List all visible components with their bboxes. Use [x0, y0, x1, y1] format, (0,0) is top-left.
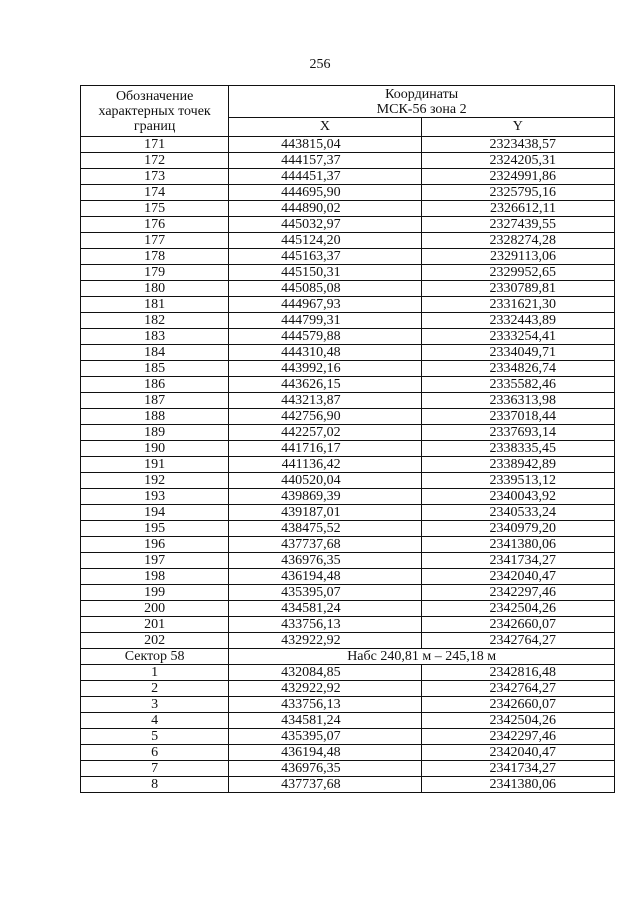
- table-row: [81, 761, 615, 777]
- x-coordinate-cell: 445163,37: [229, 249, 421, 265]
- point-id-cell: 190: [81, 441, 229, 457]
- table-row: [81, 137, 615, 153]
- sector-label: Сектор 58: [81, 649, 229, 665]
- y-coordinate-cell: 2339513,12: [421, 473, 614, 489]
- y-coordinate-cell: 2342504,26: [421, 601, 614, 617]
- table-row: [81, 633, 615, 649]
- table-row: [81, 457, 615, 473]
- point-id-cell: 1: [81, 665, 229, 681]
- x-coordinate-cell: 444157,37: [229, 153, 421, 169]
- table-row: [81, 601, 615, 617]
- x-coordinate-cell: 445032,97: [229, 217, 421, 233]
- point-id-cell: 184: [81, 345, 229, 361]
- table-row: [81, 585, 615, 601]
- y-coordinate-cell: 2338942,89: [421, 457, 614, 473]
- point-id-cell: 176: [81, 217, 229, 233]
- table-row: [81, 313, 615, 329]
- point-id-cell: 179: [81, 265, 229, 281]
- y-coordinate-cell: 2340979,20: [421, 521, 614, 537]
- table-row: [81, 665, 615, 681]
- table-row: [81, 281, 615, 297]
- y-coordinate-cell: 2330789,81: [421, 281, 614, 297]
- x-coordinate-cell: 445150,31: [229, 265, 421, 281]
- x-coordinate-cell: 439869,39: [229, 489, 421, 505]
- x-coordinate-cell: 435395,07: [229, 729, 421, 745]
- point-id-cell: 4: [81, 713, 229, 729]
- y-coordinate-cell: 2336313,98: [421, 393, 614, 409]
- table-row: [81, 473, 615, 489]
- point-id-cell: 173: [81, 169, 229, 185]
- point-header-line: границ: [133, 118, 176, 134]
- x-column-header: X: [229, 118, 421, 137]
- table-row: [81, 713, 615, 729]
- y-coordinate-cell: 2329952,65: [421, 265, 614, 281]
- coordinates-title: Координаты: [385, 87, 459, 102]
- point-id-cell: 187: [81, 393, 229, 409]
- table-row: [81, 153, 615, 169]
- table-row: [81, 329, 615, 345]
- x-coordinate-cell: 443992,16: [229, 361, 421, 377]
- x-coordinate-cell: 444310,48: [229, 345, 421, 361]
- point-designation-header: [81, 86, 229, 137]
- y-coordinate-cell: 2341734,27: [421, 553, 614, 569]
- y-coordinate-cell: 2326612,11: [421, 201, 614, 217]
- point-id-cell: 172: [81, 153, 229, 169]
- y-coordinate-cell: 2323438,57: [421, 137, 614, 153]
- y-coordinate-cell: 2324991,86: [421, 169, 614, 185]
- y-coordinate-cell: 2342660,07: [421, 697, 614, 713]
- point-id-cell: 180: [81, 281, 229, 297]
- x-coordinate-cell: 444890,02: [229, 201, 421, 217]
- y-coordinate-cell: 2334826,74: [421, 361, 614, 377]
- table-row: [81, 297, 615, 313]
- table-header: [81, 86, 615, 137]
- table-row: [81, 569, 615, 585]
- x-coordinate-cell: 443815,04: [229, 137, 421, 153]
- y-column-header: Y: [421, 118, 614, 137]
- y-coordinate-cell: 2332443,89: [421, 313, 614, 329]
- x-coordinate-cell: 433756,13: [229, 617, 421, 633]
- x-coordinate-cell: 445085,08: [229, 281, 421, 297]
- point-id-cell: 194: [81, 505, 229, 521]
- point-id-cell: 2: [81, 681, 229, 697]
- point-id-cell: 193: [81, 489, 229, 505]
- table-row: [81, 521, 615, 537]
- x-coordinate-cell: 442756,90: [229, 409, 421, 425]
- y-coordinate-cell: 2341380,06: [421, 537, 614, 553]
- y-coordinate-cell: 2342764,27: [421, 681, 614, 697]
- point-id-cell: 8: [81, 777, 229, 793]
- y-coordinate-cell: 2342764,27: [421, 633, 614, 649]
- y-coordinate-cell: 2342040,47: [421, 569, 614, 585]
- point-id-cell: 178: [81, 249, 229, 265]
- y-coordinate-cell: 2337693,14: [421, 425, 614, 441]
- y-coordinate-cell: 2342297,46: [421, 729, 614, 745]
- y-coordinate-cell: 2342297,46: [421, 585, 614, 601]
- point-id-cell: 3: [81, 697, 229, 713]
- y-coordinate-cell: 2324205,31: [421, 153, 614, 169]
- x-coordinate-cell: 434581,24: [229, 601, 421, 617]
- y-coordinate-cell: 2335582,46: [421, 377, 614, 393]
- table-row: [81, 233, 615, 249]
- point-id-cell: 202: [81, 633, 229, 649]
- table-row: [81, 169, 615, 185]
- point-id-cell: 177: [81, 233, 229, 249]
- x-coordinate-cell: 440520,04: [229, 473, 421, 489]
- table-row: [81, 425, 615, 441]
- x-coordinate-cell: 436194,48: [229, 569, 421, 585]
- table-row: [81, 745, 615, 761]
- point-id-cell: 197: [81, 553, 229, 569]
- page-number: 256: [309, 57, 331, 72]
- x-coordinate-cell: 433756,13: [229, 697, 421, 713]
- point-header-line: характерных точек: [98, 103, 211, 119]
- x-coordinate-cell: 435395,07: [229, 585, 421, 601]
- y-coordinate-cell: 2341380,06: [421, 777, 614, 793]
- boundary-points-body: [81, 137, 615, 649]
- sector-elevation-note: Набс 240,81 м – 245,18 м: [229, 649, 615, 665]
- y-coordinate-cell: 2334049,71: [421, 345, 614, 361]
- y-coordinate-cell: 2338335,45: [421, 441, 614, 457]
- y-coordinate-cell: 2342660,07: [421, 617, 614, 633]
- x-coordinate-cell: 437737,68: [229, 777, 421, 793]
- y-coordinate-cell: 2333254,41: [421, 329, 614, 345]
- table-row: [81, 185, 615, 201]
- coordinates-table: [80, 85, 615, 793]
- point-id-cell: 199: [81, 585, 229, 601]
- x-coordinate-cell: 441136,42: [229, 457, 421, 473]
- table-row: [81, 505, 615, 521]
- x-coordinate-cell: 432922,92: [229, 681, 421, 697]
- x-coordinate-cell: 443213,87: [229, 393, 421, 409]
- table-row: [81, 681, 615, 697]
- table-row: [81, 377, 615, 393]
- table-row: [81, 201, 615, 217]
- table-row: [81, 617, 615, 633]
- table-row: [81, 217, 615, 233]
- point-id-cell: 6: [81, 745, 229, 761]
- y-coordinate-cell: 2329113,06: [421, 249, 614, 265]
- point-id-cell: 171: [81, 137, 229, 153]
- point-id-cell: 5: [81, 729, 229, 745]
- point-id-cell: 191: [81, 457, 229, 473]
- point-id-cell: 7: [81, 761, 229, 777]
- point-id-cell: 200: [81, 601, 229, 617]
- x-coordinate-cell: 441716,17: [229, 441, 421, 457]
- x-coordinate-cell: 444695,90: [229, 185, 421, 201]
- point-id-cell: 195: [81, 521, 229, 537]
- table-row: [81, 553, 615, 569]
- x-coordinate-cell: 437737,68: [229, 537, 421, 553]
- table-row: [81, 489, 615, 505]
- table-row: [81, 249, 615, 265]
- sector-points-body: [81, 665, 615, 793]
- x-coordinate-cell: 442257,02: [229, 425, 421, 441]
- y-coordinate-cell: 2337018,44: [421, 409, 614, 425]
- table-row: [81, 361, 615, 377]
- y-coordinate-cell: 2342504,26: [421, 713, 614, 729]
- coordinate-system: МСК-56 зона 2: [376, 102, 467, 117]
- point-id-cell: 188: [81, 409, 229, 425]
- x-coordinate-cell: 436976,35: [229, 761, 421, 777]
- y-coordinate-cell: 2328274,28: [421, 233, 614, 249]
- x-coordinate-cell: 434581,24: [229, 713, 421, 729]
- point-id-cell: 186: [81, 377, 229, 393]
- coordinates-header: [229, 86, 615, 118]
- sector-header-body: [81, 649, 615, 665]
- y-coordinate-cell: 2342816,48: [421, 665, 614, 681]
- x-coordinate-cell: 438475,52: [229, 521, 421, 537]
- x-coordinate-cell: 444967,93: [229, 297, 421, 313]
- table-row: [81, 393, 615, 409]
- x-coordinate-cell: 445124,20: [229, 233, 421, 249]
- y-coordinate-cell: 2325795,16: [421, 185, 614, 201]
- point-id-cell: 175: [81, 201, 229, 217]
- x-coordinate-cell: 444579,88: [229, 329, 421, 345]
- x-coordinate-cell: 443626,15: [229, 377, 421, 393]
- table-row: [81, 777, 615, 793]
- x-coordinate-cell: 444799,31: [229, 313, 421, 329]
- y-coordinate-cell: 2327439,55: [421, 217, 614, 233]
- point-header-line: Обозначение: [115, 88, 194, 104]
- point-id-cell: 196: [81, 537, 229, 553]
- table-row: [81, 265, 615, 281]
- table-row: [81, 537, 615, 553]
- x-coordinate-cell: 439187,01: [229, 505, 421, 521]
- y-coordinate-cell: 2340533,24: [421, 505, 614, 521]
- y-coordinate-cell: 2341734,27: [421, 761, 614, 777]
- point-id-cell: 181: [81, 297, 229, 313]
- table-row: [81, 345, 615, 361]
- sector-row: [81, 649, 615, 665]
- point-id-cell: 183: [81, 329, 229, 345]
- table-row: [81, 409, 615, 425]
- point-id-cell: 192: [81, 473, 229, 489]
- point-id-cell: 189: [81, 425, 229, 441]
- x-coordinate-cell: 436976,35: [229, 553, 421, 569]
- y-coordinate-cell: 2331621,30: [421, 297, 614, 313]
- x-coordinate-cell: 444451,37: [229, 169, 421, 185]
- y-coordinate-cell: 2340043,92: [421, 489, 614, 505]
- y-coordinate-cell: 2342040,47: [421, 745, 614, 761]
- x-coordinate-cell: 432084,85: [229, 665, 421, 681]
- table-row: [81, 729, 615, 745]
- point-id-cell: 198: [81, 569, 229, 585]
- point-id-cell: 185: [81, 361, 229, 377]
- x-coordinate-cell: 436194,48: [229, 745, 421, 761]
- table-row: [81, 441, 615, 457]
- x-coordinate-cell: 432922,92: [229, 633, 421, 649]
- point-id-cell: 182: [81, 313, 229, 329]
- table-row: [81, 697, 615, 713]
- point-id-cell: 201: [81, 617, 229, 633]
- point-id-cell: 174: [81, 185, 229, 201]
